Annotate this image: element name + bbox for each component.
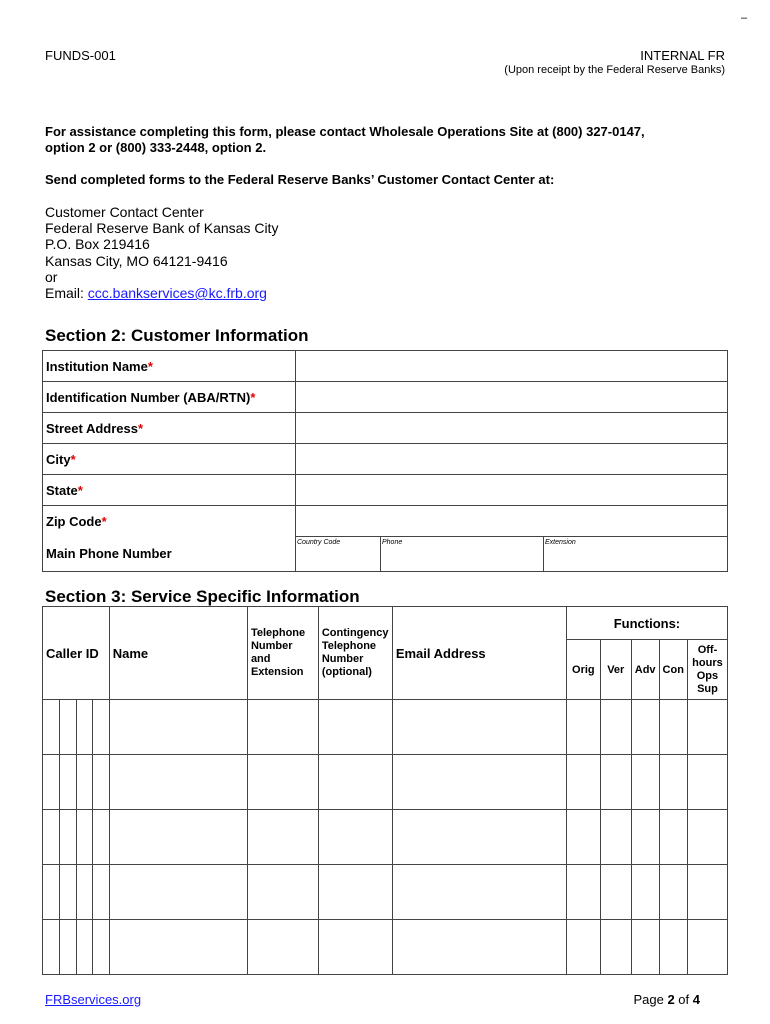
table-row: [43, 537, 728, 572]
adv-cell[interactable]: [631, 700, 659, 755]
con-cell[interactable]: [659, 810, 687, 865]
email-cell[interactable]: [392, 810, 566, 865]
table-row: [43, 700, 728, 755]
table-row: [43, 920, 728, 975]
contingency-header: Contingency Telephone Number (optional): [318, 607, 392, 700]
customer-info-table: [42, 350, 728, 572]
orig-header: Orig: [566, 640, 600, 700]
name-cell[interactable]: [109, 810, 247, 865]
ver-cell[interactable]: [600, 865, 631, 920]
assistance-text-line2: option 2 or (800) 333-2448, option 2.: [45, 140, 267, 155]
caller-id-cell[interactable]: [59, 865, 76, 920]
required-mark: *: [70, 451, 76, 467]
institution-name-field[interactable]: [296, 351, 728, 382]
contingency-cell[interactable]: [318, 920, 392, 975]
field-label: Institution Name*: [43, 351, 296, 382]
email-line: [45, 285, 278, 301]
orig-cell[interactable]: [566, 920, 600, 975]
required-mark: *: [138, 420, 144, 436]
con-cell[interactable]: [659, 920, 687, 975]
caller-id-cell[interactable]: [43, 810, 60, 865]
telephone-cell[interactable]: [247, 810, 318, 865]
mailing-address: [45, 204, 278, 301]
table-row: [43, 755, 728, 810]
email-header: Email Address: [392, 607, 566, 700]
ver-header: Ver: [600, 640, 631, 700]
field-label: Zip Code*: [43, 506, 296, 537]
caller-id-cell[interactable]: [92, 810, 109, 865]
table-row: [43, 351, 728, 382]
telephone-cell[interactable]: [247, 865, 318, 920]
form-type: INTERNAL FR: [640, 48, 725, 63]
con-cell[interactable]: [659, 700, 687, 755]
email-cell[interactable]: [392, 920, 566, 975]
required-mark: *: [101, 513, 107, 529]
contingency-cell[interactable]: [318, 700, 392, 755]
country-code-field[interactable]: Country Code: [296, 537, 381, 572]
adv-cell[interactable]: [631, 755, 659, 810]
orig-cell[interactable]: [566, 865, 600, 920]
frbservices-link[interactable]: FRBservices.org: [45, 992, 142, 1007]
caller-id-cell[interactable]: [43, 755, 60, 810]
adv-cell[interactable]: [631, 920, 659, 975]
contingency-cell[interactable]: [318, 755, 392, 810]
offhours-cell[interactable]: [687, 810, 727, 865]
city-field[interactable]: [296, 444, 728, 475]
table-row: [43, 506, 728, 537]
email-cell[interactable]: [392, 700, 566, 755]
caller-id-cell[interactable]: [59, 920, 76, 975]
offhours-cell[interactable]: [687, 700, 727, 755]
form-id: FUNDS-001: [45, 48, 116, 63]
caller-id-cell[interactable]: [76, 865, 92, 920]
caller-id-cell[interactable]: [43, 865, 60, 920]
contingency-cell[interactable]: [318, 810, 392, 865]
caller-id-cell[interactable]: [59, 810, 76, 865]
caller-id-cell[interactable]: [92, 700, 109, 755]
address-line: P.O. Box 219416: [45, 236, 150, 253]
name-cell[interactable]: [109, 700, 247, 755]
send-instructions: Send completed forms to the Federal Reserve Banks’ Customer Contact Center at:: [45, 172, 555, 187]
address-line: Federal Reserve Bank of Kansas City: [45, 220, 279, 237]
ver-cell[interactable]: [600, 700, 631, 755]
field-label: Main Phone Number: [43, 537, 296, 572]
adv-cell[interactable]: [631, 865, 659, 920]
telephone-cell[interactable]: [247, 700, 318, 755]
table-row: [43, 382, 728, 413]
table-row: [43, 810, 728, 865]
con-cell[interactable]: [659, 755, 687, 810]
receipt-note: (Upon receipt by the Federal Reserve Banks): [504, 64, 725, 76]
street-address-field[interactable]: [296, 413, 728, 444]
required-mark: *: [77, 482, 83, 498]
identification-number-field[interactable]: [296, 382, 728, 413]
email-cell[interactable]: [392, 755, 566, 810]
email-cell[interactable]: [392, 865, 566, 920]
header-row: [43, 607, 728, 640]
adv-cell[interactable]: [631, 810, 659, 865]
telephone-cell[interactable]: [247, 920, 318, 975]
offhours-cell[interactable]: [687, 755, 727, 810]
telephone-cell[interactable]: [247, 755, 318, 810]
caller-id-cell[interactable]: [92, 865, 109, 920]
table-row: [43, 475, 728, 506]
caller-id-cell[interactable]: [43, 700, 60, 755]
contingency-cell[interactable]: [318, 865, 392, 920]
orig-cell[interactable]: [566, 700, 600, 755]
offhours-cell[interactable]: [687, 865, 727, 920]
required-mark: *: [250, 389, 256, 405]
caller-id-cell[interactable]: [59, 755, 76, 810]
caller-id-cell[interactable]: [76, 920, 92, 975]
assistance-text-line1: For assistance completing this form, please contact Wholesale Operations Site at (800) 327-0147,: [45, 124, 645, 139]
address-line: Kansas City, MO 64121-9416: [45, 252, 228, 269]
field-label: Identification Number (ABA/RTN)*: [43, 382, 296, 413]
address-line: or: [45, 268, 58, 285]
name-cell[interactable]: [109, 920, 247, 975]
caller-id-cell[interactable]: [92, 920, 109, 975]
extension-field[interactable]: Extension: [544, 537, 728, 572]
ver-cell[interactable]: [600, 810, 631, 865]
address-line: Customer Contact Center: [45, 204, 204, 220]
service-info-table: [42, 606, 728, 975]
table-row: [43, 444, 728, 475]
con-header: Con: [659, 640, 687, 700]
ver-cell[interactable]: [600, 755, 631, 810]
orig-cell[interactable]: [566, 755, 600, 810]
section3-title: Section 3: Service Specific Information: [45, 587, 360, 606]
caller-id-cell[interactable]: [43, 920, 60, 975]
con-cell[interactable]: [659, 865, 687, 920]
page-number: Page 2 of 4: [633, 992, 700, 1007]
adv-header: Adv: [631, 640, 659, 700]
phone-field[interactable]: Phone: [381, 537, 544, 572]
caller-id-cell[interactable]: [76, 700, 92, 755]
caller-id-cell[interactable]: [59, 700, 76, 755]
field-label: State*: [43, 475, 296, 506]
zip-code-field[interactable]: [296, 506, 728, 537]
offhours-header: Off- hours Ops Sup: [687, 640, 727, 700]
email-label: Email:: [45, 285, 88, 302]
functions-header: Functions:: [566, 607, 727, 640]
caller-id-header: Caller ID: [43, 607, 110, 700]
offhours-cell[interactable]: [687, 920, 727, 975]
email-link[interactable]: ccc.bankservices@kc.frb.org: [87, 285, 267, 302]
ver-cell[interactable]: [600, 920, 631, 975]
field-label: Street Address*: [43, 413, 296, 444]
corner-mark: –: [741, 12, 748, 24]
state-field[interactable]: [296, 475, 728, 506]
caller-id-cell[interactable]: [76, 755, 92, 810]
caller-id-cell[interactable]: [76, 810, 92, 865]
orig-cell[interactable]: [566, 810, 600, 865]
caller-id-cell[interactable]: [92, 755, 109, 810]
telephone-header: Telephone Number and Extension: [247, 607, 318, 700]
table-row: [43, 865, 728, 920]
name-header: Name: [109, 607, 247, 700]
table-row: [43, 413, 728, 444]
field-label: City*: [43, 444, 296, 475]
section2-title: Section 2: Customer Information: [45, 326, 309, 345]
name-cell[interactable]: [109, 865, 247, 920]
name-cell[interactable]: [109, 755, 247, 810]
required-mark: *: [147, 358, 153, 374]
